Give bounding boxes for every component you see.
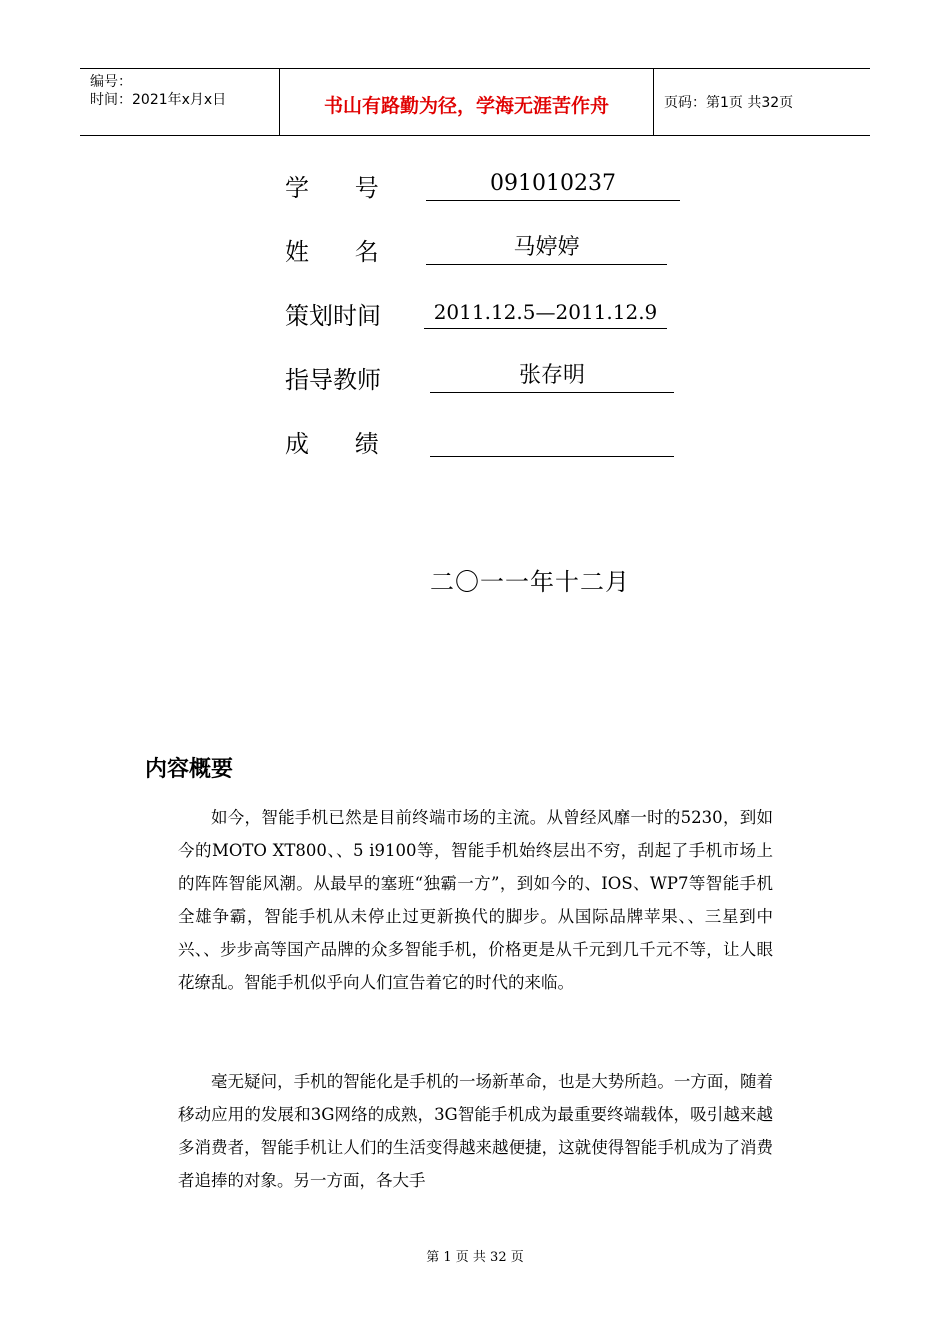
info-value (430, 424, 674, 457)
code-label: 编号： (90, 74, 132, 90)
info-value: 张存明 (430, 360, 674, 393)
paragraph: 如今，智能手机已然是目前终端市场的主流。从曾经风靡一时的5230，到如今的MOTO XT800、、5 i9100等，智能手机始终层出不穷，刮起了手机市场上的阵阵智能风潮。从最早的塞班“独霸一方”，到如今的、IOS、WP7等智能手机全雄争霸，智能手机从未停止过更新换代的脚步。从国际品牌苹果、、三星到中兴、、步步高等国产品牌的众多智能手机，价格更是从千元到几千元不等，让人眼花缭乱。智能手机似乎向人们宣告着它的时代的来临。 (178, 808, 773, 992)
info-label: 姓 名 (285, 238, 379, 266)
info-value: 马婷婷 (426, 232, 667, 265)
info-label: 策划时间 (285, 302, 381, 330)
header-page-info: 页码：第1页 共32页 (664, 95, 794, 111)
header-motto: 书山有路勤为径，学海无涯苦作舟 (280, 69, 654, 135)
info-value: 091010237 (426, 168, 680, 201)
header-meta (80, 69, 280, 135)
section-title: 内容概要 (145, 757, 234, 782)
info-label: 指导教师 (285, 366, 381, 394)
info-label: 学 号 (285, 174, 379, 202)
info-value: 2011.12.5—2011.12.9 (424, 296, 667, 329)
paragraph: 毫无疑问，手机的智能化是手机的一场新革命，也是大势所趋。一方面，随着移动应用的发展和3G网络的成熟，3G智能手机成为最重要终端载体，吸引越来越多消费者，智能手机让人们的生活变得越来越便捷，这就使得智能手机成为了消费者追捧的对象。另一方面，各大手 (178, 1072, 773, 1190)
document-date: 二〇一一年十二月 (430, 568, 630, 596)
info-label: 成 绩 (285, 430, 379, 458)
page-footer: 第 1 页 共 32 页 (426, 1250, 524, 1265)
page-header (80, 68, 870, 136)
time-label: 时间：2021年x月x日 (90, 92, 227, 108)
